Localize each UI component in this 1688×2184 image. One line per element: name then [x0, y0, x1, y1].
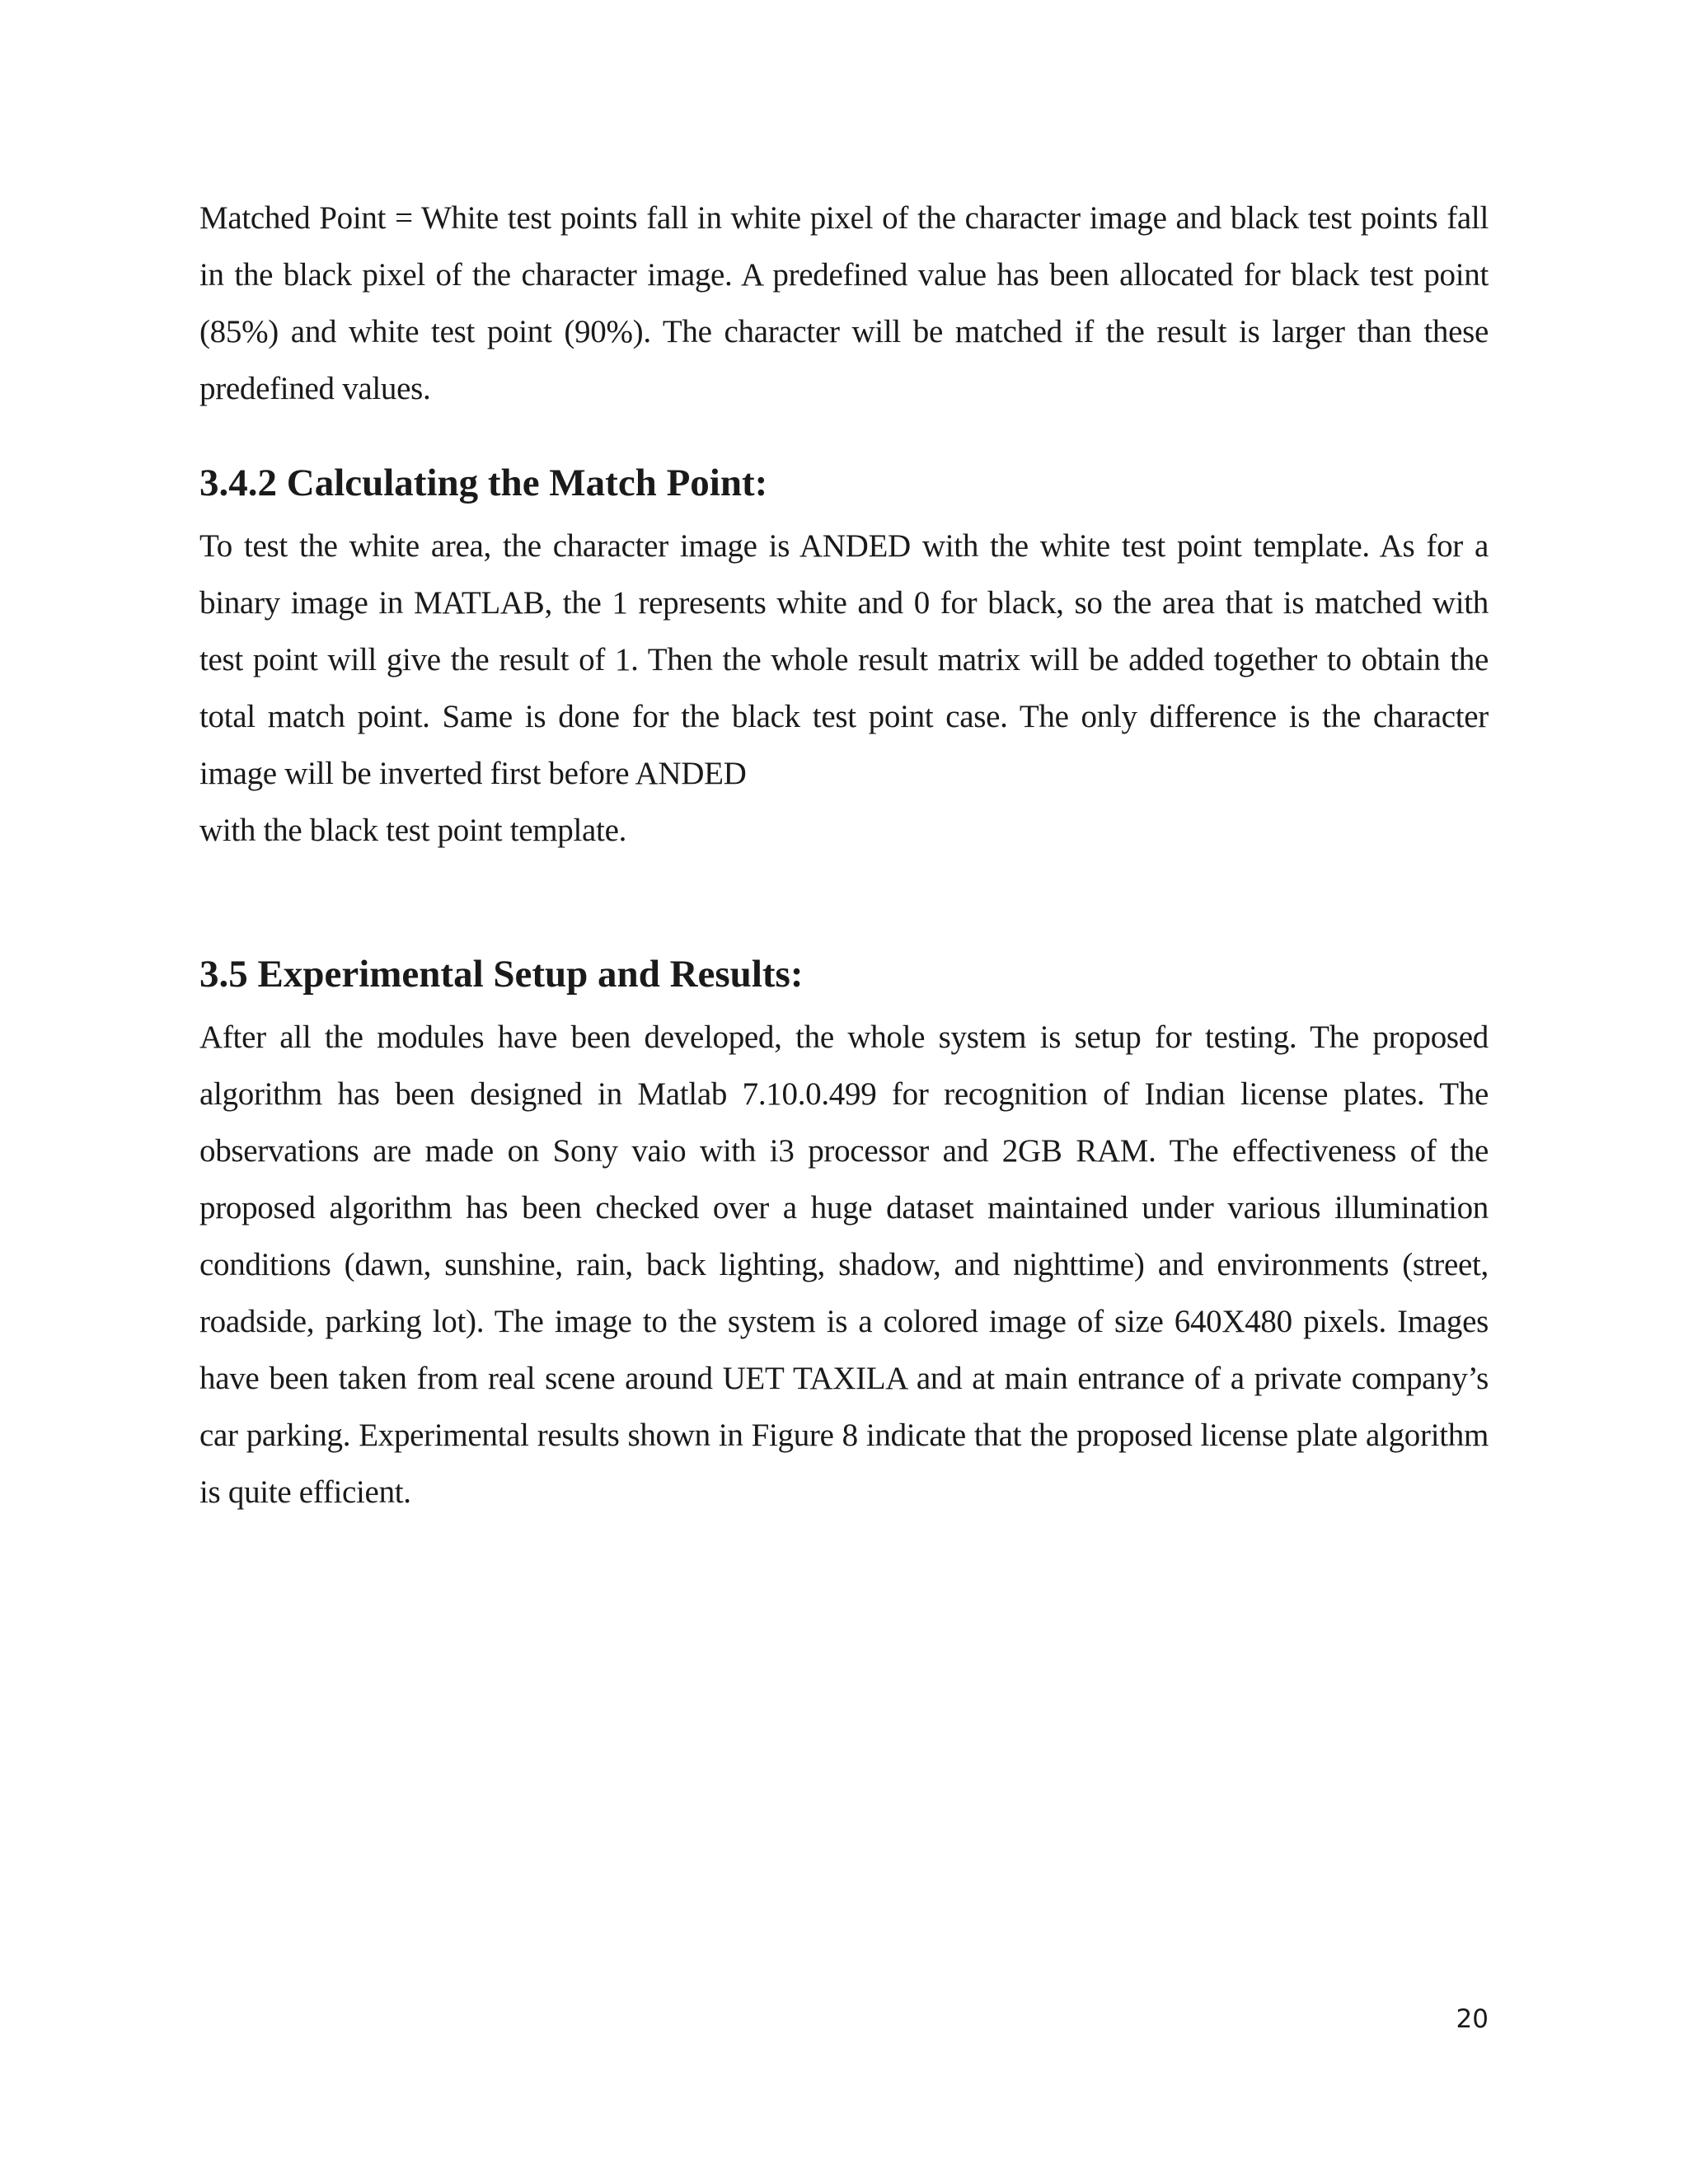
match-point-paragraph-tail: with the black test point template.: [199, 813, 627, 848]
match-point-paragraph-main: To test the white area, the character image is ANDED with the white test point template. As for a binary image in MATLAB, the 1 represents white and 0 for black, so the area that is matched with test point will give the result of 1. Then the whole result matrix will be added together to obtain the total match point. Same is done for the black test point case. The only difference is the character image will be inverted first before ANDED: [199, 528, 1489, 791]
page-number: 20: [1456, 2004, 1489, 2034]
matched-point-paragraph: Matched Point = White test points fall in white pixel of the character image and black test points fall in the black pixel of the character image. A predefined value has been allocated for black test point (85%) and white test point (90%). The character will be matched if the result is larger than these predefined values.: [199, 200, 1489, 406]
experimental-setup-paragraph: After all the modules have been developed, the whole system is setup for testing. The proposed algorithm has been designed in Matlab 7.10.0.499 for recognition of Indian license plates. The observations are made on Sony vaio with i3 processor and 2GB RAM. The effectiveness of the proposed algorithm has been checked over a huge dataset maintained under various illumination conditions (dawn, sunshine, rain, back lighting, shadow, and nighttime) and environments (street, roadside, parking lot). The image to the system is a colored image of size 640X480 pixels. Images have been taken from real scene around UET TAXILA and at main entrance of a private company’s car parking. Experimental results shown in Figure 8 indicate that the proposed license plate algorithm is quite efficient.: [199, 1019, 1489, 1510]
section-heading-calculating-match-point: 3.4.2 Calculating the Match Point:: [199, 462, 768, 504]
match-point-paragraph: [199, 518, 1489, 859]
page-content: [199, 190, 1489, 1521]
section-heading-experimental-setup: 3.5 Experimental Setup and Results:: [199, 953, 804, 996]
